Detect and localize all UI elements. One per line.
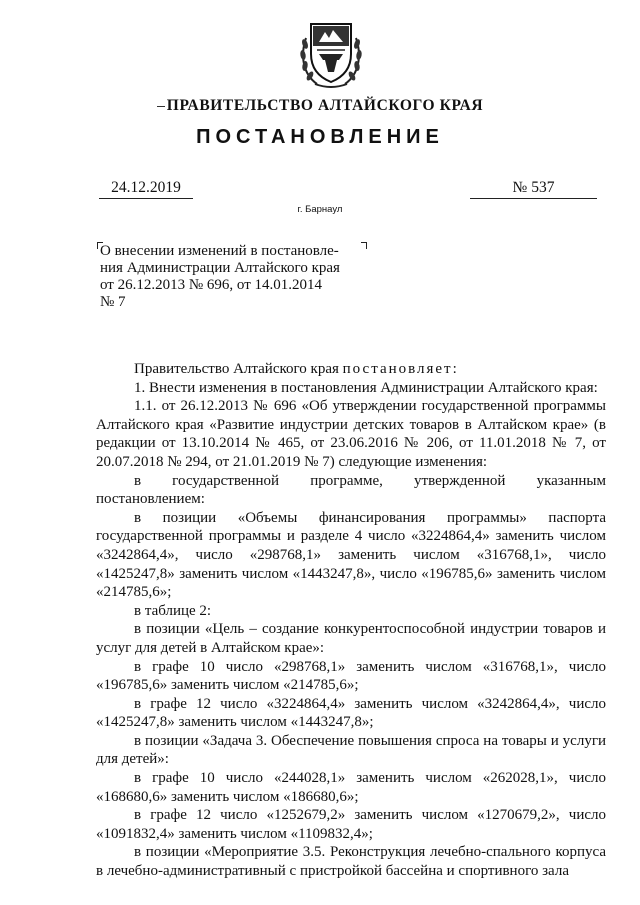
title-dash: [157, 106, 165, 107]
subject-line: О внесении изменений в постановле-: [100, 243, 339, 259]
body-paragraph: в позиции «Объемы финансирования программы» паспорта государственной программы и разделе 4 число «3224864,4» заменить числом «3242864,4», число «298768,1» заменить числом «316768,1», число «1425247,8» заменить числом «1443247,8», число «196785,6» заменить числом «214785,6»;: [96, 509, 606, 601]
body-paragraph: в позиции «Мероприятие 3.5. Реконструкция лечебно-спального корпуса в лечебно-административный с пристройкой бассейна и спортивного зала: [96, 844, 606, 880]
body-paragraph: в государственной программе, утвержденной указанным постановлением:: [96, 472, 606, 508]
body-paragraph: в графе 12 число «1252679,2» заменить числом «1270679,2», число «1091832,4» заменить числом «1109832,4»;: [96, 807, 606, 842]
preamble: [96, 360, 606, 379]
document-city: г. Барнаул: [297, 204, 343, 215]
body-paragraph: в графе 10 число «244028,1» заменить числом «262028,1», число «168680,6» заменить числом «186680,6»;: [96, 770, 606, 805]
subject-line: № 7: [100, 294, 126, 310]
body-paragraph: 1. Внести изменения в постановления Администрации Алтайского края:: [134, 379, 598, 396]
document-number: № 537: [470, 179, 597, 199]
coat-of-arms-emblem: [297, 14, 365, 90]
government-name: ПРАВИТЕЛЬСТВО АЛТАЙСКОГО КРАЯ: [166, 97, 484, 114]
subject-line: от 26.12.2013 № 696, от 14.01.2014: [100, 277, 323, 293]
document-type: ПОСТАНОВЛЕНИЕ: [196, 126, 444, 148]
government-title: [0, 97, 640, 115]
body-paragraph: в графе 12 число «3224864,4» заменить числом «3242864,4», число «1425247,8» заменить числом «1443247,8»;: [96, 695, 606, 731]
preamble-text: Правительство Алтайского края: [134, 361, 343, 377]
document-subject: [100, 243, 362, 311]
document-date: 24.12.2019: [99, 179, 193, 199]
preamble-verb: постановляет:: [342, 361, 459, 377]
body-paragraph: в позиции «Задача 3. Обеспечение повышения спроса на товары и услуги для детей»:: [96, 732, 606, 768]
body-paragraph: в графе 10 число «298768,1» заменить числом «316768,1», число «196785,6» заменить числом «214785,6»;: [96, 658, 606, 694]
body-paragraph: в таблице 2:: [134, 602, 212, 619]
subject-line: ния Администрации Алтайского края: [100, 260, 340, 276]
body-paragraph: в позиции «Цель – создание конкурентоспособной индустрии товаров и услуг для детей в Алтайском крае»:: [96, 621, 606, 656]
document-body: [96, 360, 606, 881]
body-paragraph: 1.1. от 26.12.2013 № 696 «Об утверждении государственной программы Алтайского края «Развитие индустрии детских товаров в Алтайском крае» (в редакции от 13.10.2014 № 465, от 23.06.2016 № 206, от 11.01.2018 № 7, от 20.07.2018 № 294, от 21.01.2019 № 7) следующие изменения:: [96, 398, 606, 470]
